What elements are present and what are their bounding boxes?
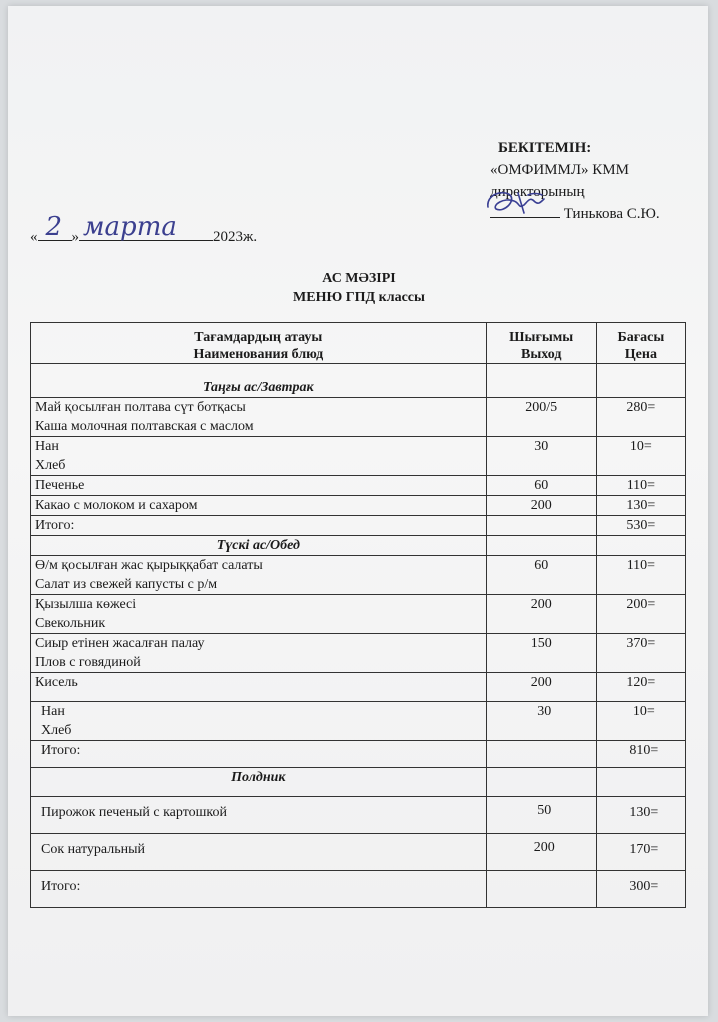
table-row: Май қосылған полтава сүт ботқасы Каша молочная полтавская с маслом 200/5 280= [31, 398, 686, 437]
lunch-total-row: Итого: 810= [31, 741, 686, 768]
table-row: Сиыр етінен жасалған палау Плов с говядиной 150 370= [31, 634, 686, 673]
section-snack: Полдник [31, 768, 686, 797]
section-lunch: Түскі ас/Обед [31, 536, 686, 556]
signature-mark [484, 183, 554, 219]
table-row: Нан Хлеб 30 10= [31, 702, 686, 741]
date-month: марта [83, 212, 177, 242]
table-row: Печенье 60 110= [31, 476, 686, 496]
table-row: Сок натуральный 200 170= [31, 834, 686, 871]
snack-total-row: Итого: 300= [31, 871, 686, 908]
approval-role: директорының [490, 184, 585, 200]
breakfast-total-row: Итого: 530= [31, 516, 686, 536]
approval-name: Тинькова С.Ю. [563, 206, 660, 222]
table-row: Нан Хлеб 30 10= [31, 437, 686, 476]
table-row: Какао с молоком и сахаром 200 130= [31, 496, 686, 516]
approval-org: «ОМФИММЛ» КММ [490, 162, 629, 178]
menu-date: « 2 » марта 2023ж. [30, 212, 258, 245]
approval-title: БЕКІТЕМІН: [498, 140, 592, 156]
menu-title-ru: МЕНЮ ГПД классы [293, 290, 425, 305]
signature-line [490, 203, 560, 218]
approval-signature-row [490, 203, 660, 225]
menu-table [30, 322, 686, 908]
section-breakfast: Таңғы ас/Завтрак [31, 364, 686, 398]
table-row: Қызылша көжесі Свекольник 200 200= [31, 595, 686, 634]
table-row: Пирожок печеный с картошкой 50 130= [31, 797, 686, 834]
table-row: Ө/м қосылған жас қырыққабат салаты Салат из свежей капусты с р/м 60 110= [31, 556, 686, 595]
date-year: 2023ж. [213, 229, 258, 245]
menu-title-kz: АС МӘЗІРІ [322, 271, 396, 286]
approval-block [490, 137, 660, 225]
table-row: Кисель 200 120= [31, 673, 686, 702]
table-header: Тағамдардың атауы Наименования блюд Шығымы Выход Бағасы Цена [31, 323, 686, 364]
date-day: 2 [45, 212, 63, 242]
